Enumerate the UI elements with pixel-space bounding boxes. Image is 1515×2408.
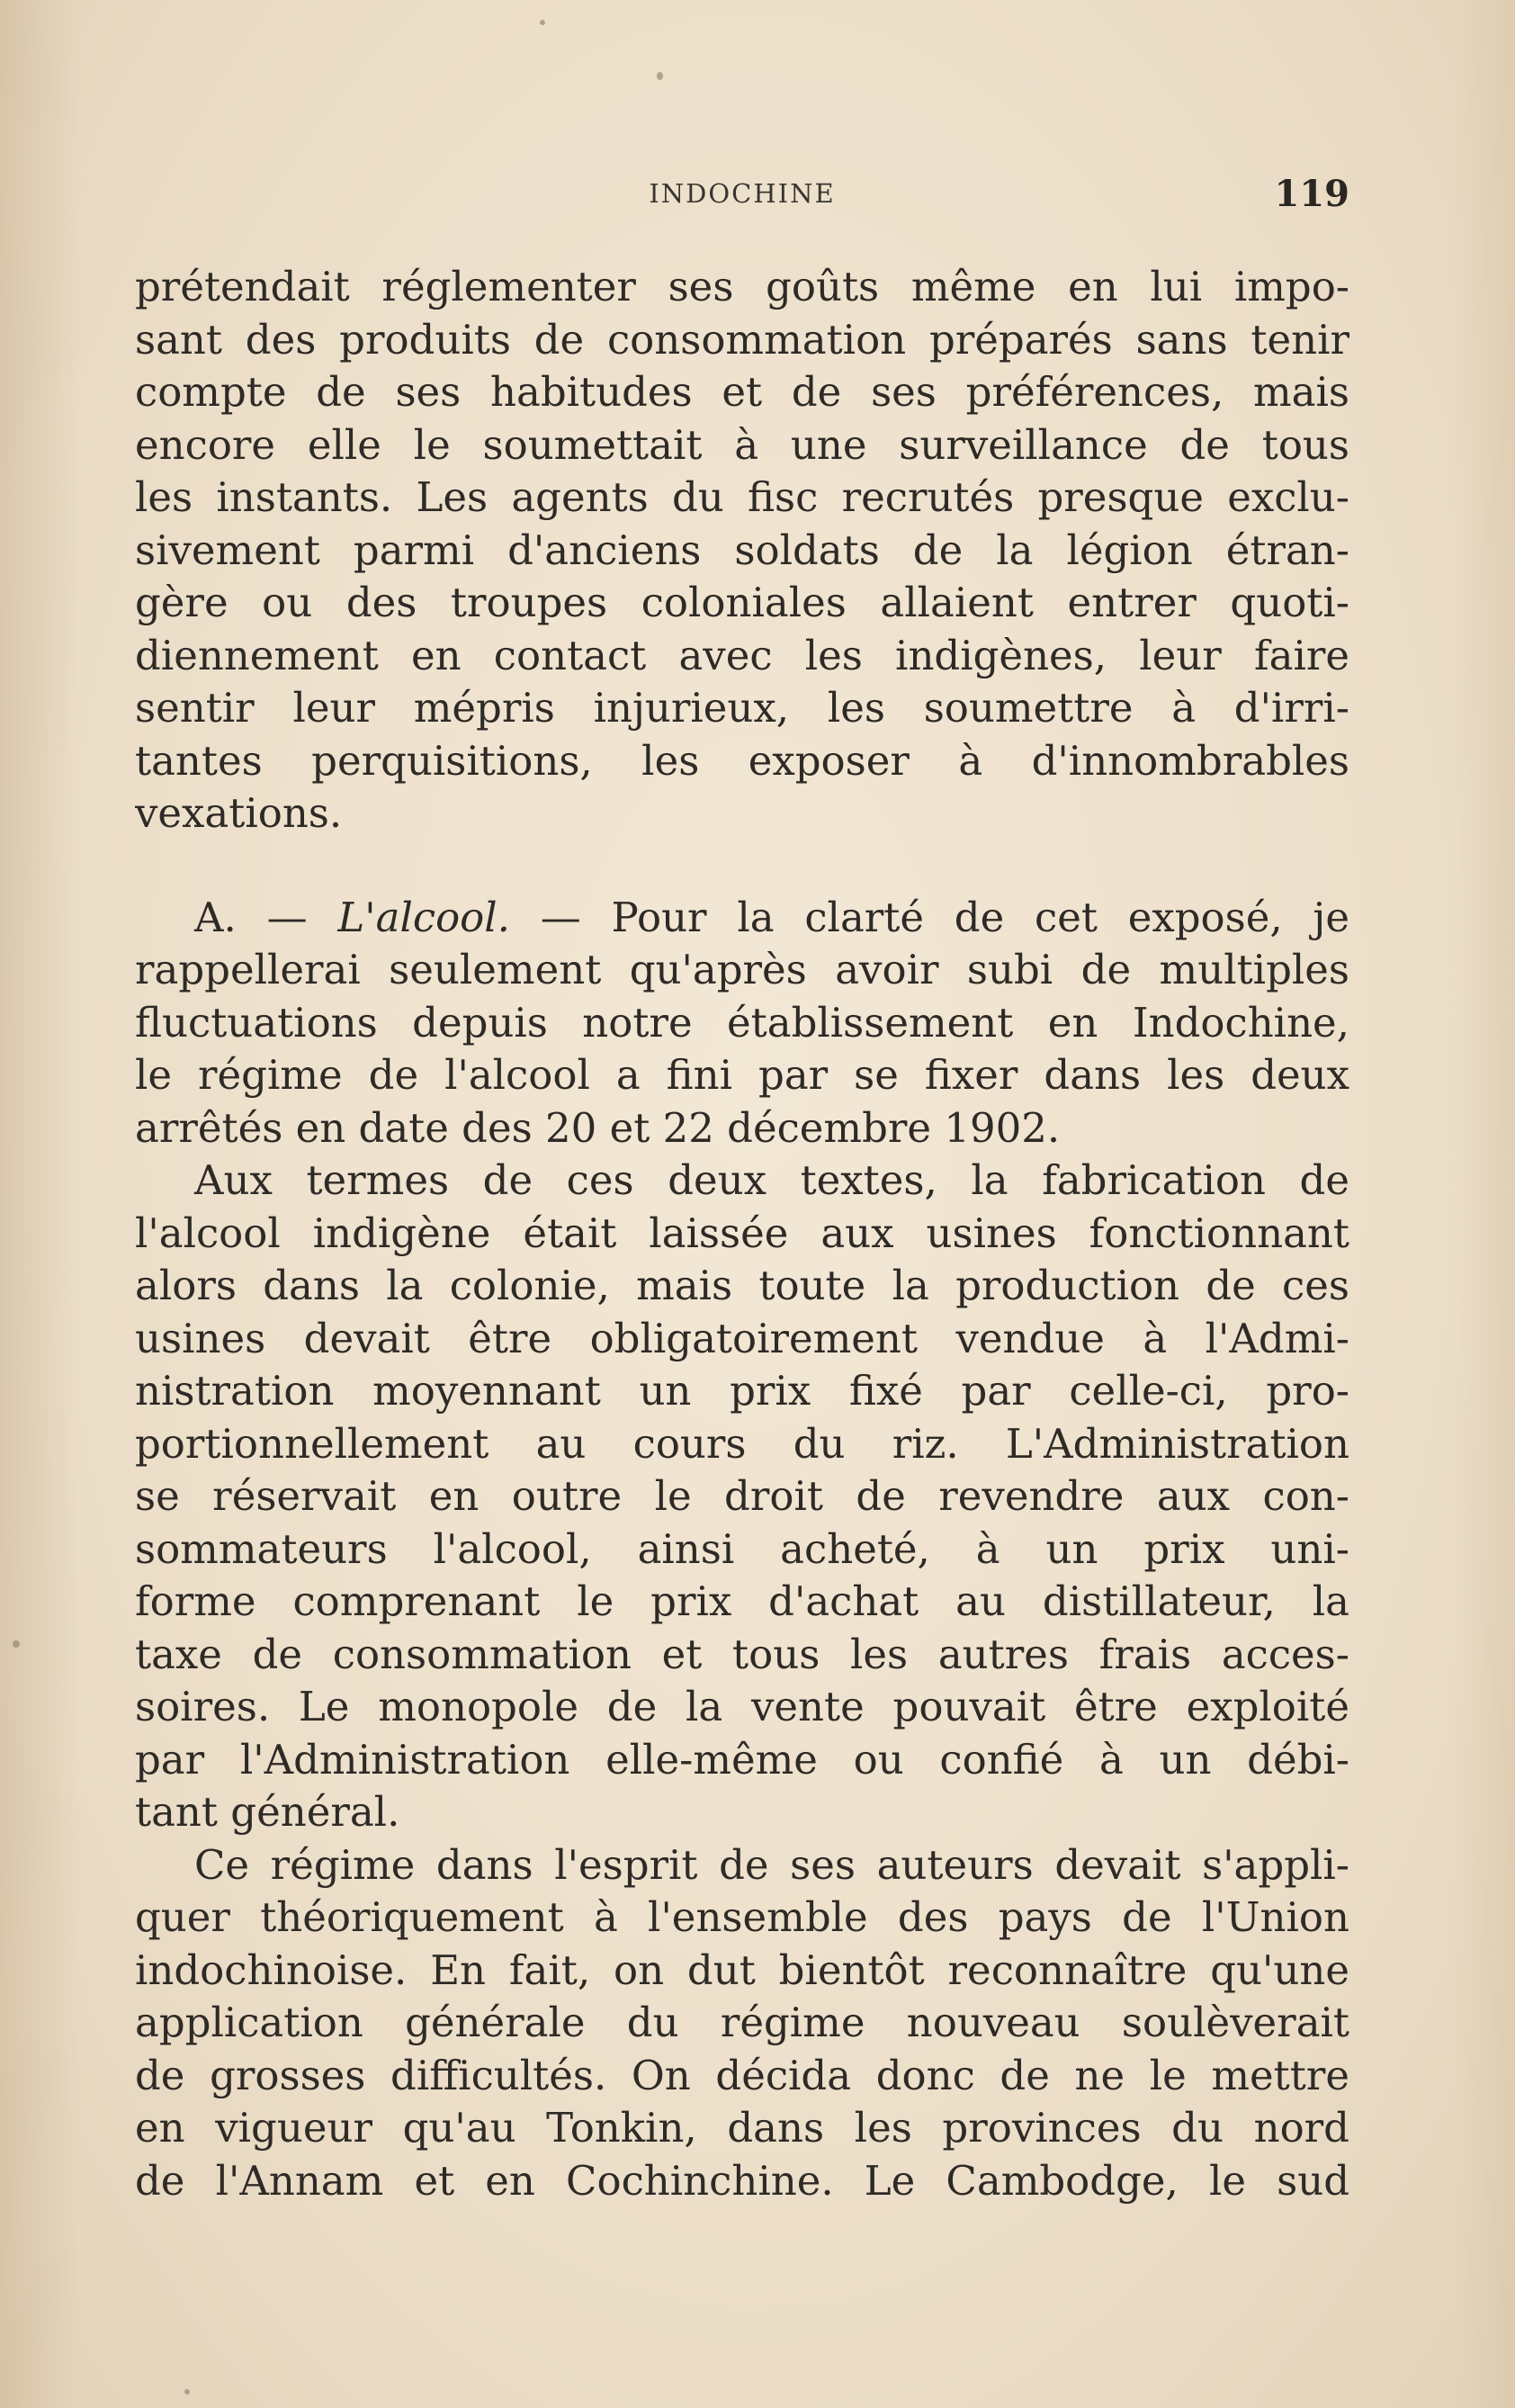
section-heading-line	[135, 892, 1349, 945]
text-line: en vigueur qu'au Tonkin, dans les provinces du nord	[135, 2104, 1349, 2152]
text-line: tant général.	[135, 1788, 400, 1836]
running-title: INDOCHINE	[649, 178, 836, 209]
page-shadow-right	[1452, 0, 1515, 2408]
text-line: prétendait réglementer ses goûts même en lui impo-	[135, 263, 1349, 310]
text-line: sommateurs l'alcool, ainsi acheté, à un prix uni-	[135, 1524, 1349, 1573]
section-line-rest: — Pour la clarté de cet exposé, je	[540, 893, 1349, 941]
paragraph-1	[135, 261, 1349, 840]
paper-speck	[184, 2389, 190, 2395]
text-line: fluctuations depuis notre établissement en Indochine,	[135, 998, 1349, 1047]
text-line: taxe de consommation et tous les autres frais acces-	[135, 1630, 1349, 1678]
text-line: sentir leur mépris injurieux, les soumettre à d'irri-	[135, 684, 1349, 732]
text-line: l'alcool indigène était laissée aux usines fonctionnant	[135, 1208, 1349, 1257]
text-line: sivement parmi d'anciens soldats de la légion étran-	[135, 526, 1349, 574]
text-line: vexations.	[135, 789, 343, 837]
text-line: quer théoriquement à l'ensemble des pays de l'Union	[135, 1893, 1349, 1941]
text-line: par l'Administration elle-même ou confié à un débi-	[135, 1735, 1349, 1784]
page-number: 119	[1274, 173, 1349, 215]
text-line: encore elle le soumettait à une surveillance de tous	[135, 420, 1349, 469]
paragraph-4	[135, 1839, 1349, 2208]
text-line: indochinoise. En fait, on dut bientôt reconnaître qu'une	[135, 1945, 1349, 1994]
paragraph-2-alcool	[135, 892, 1349, 1155]
text-line: de grosses difficultés. On décida donc de ne le mettre	[135, 2051, 1349, 2099]
text-line: de l'Annam et en Cochinchine. Le Cambodge, le sud	[135, 2156, 1349, 2205]
text-line: le régime de l'alcool a fini par se fixer dans les deux	[135, 1051, 1349, 1099]
text-line: tantes perquisitions, les exposer à d'innombrables	[135, 736, 1349, 785]
text-line: sant des produits de consommation préparés sans tenir	[135, 315, 1349, 364]
text-line: diennement en contact avec les indigènes, leur faire	[135, 631, 1349, 679]
text-line: Ce régime dans l'esprit de ses auteurs devait s'appli-	[194, 1840, 1349, 1889]
paragraph-gap	[135, 840, 1349, 892]
text-line: les instants. Les agents du fisc recrutés presque exclu-	[135, 473, 1349, 521]
text-line: nistration moyennant un prix fixé par celle-ci, pro-	[135, 1367, 1349, 1415]
text-line: usines devait être obligatoirement vendue à l'Admi-	[135, 1314, 1349, 1362]
text-line: gère ou des troupes coloniales allaient entrer quoti-	[135, 579, 1349, 626]
text-line: compte de ses habitudes et de ses préférences, mais	[135, 368, 1349, 416]
page-shadow-left	[0, 0, 81, 2408]
text-line: alors dans la colonie, mais toute la production de ces	[135, 1262, 1349, 1309]
text-line: se réservait en outre le droit de revendre aux con-	[135, 1472, 1349, 1520]
paragraph-3	[135, 1155, 1349, 1839]
text-line: Aux termes de ces deux textes, la fabrication de	[194, 1156, 1349, 1204]
paper-speck	[13, 1640, 20, 1648]
running-header	[135, 173, 1349, 218]
text-line: application générale du régime nouveau soulèverait	[135, 1999, 1349, 2046]
section-title: L'alcool.	[337, 893, 510, 941]
text-line: soires. Le monopole de la vente pouvait être exploité	[135, 1683, 1349, 1730]
text-line: arrêtés en date des 20 et 22 décembre 1902.	[135, 1103, 1061, 1152]
text-line: forme comprenant le prix d'achat au distillateur, la	[135, 1577, 1349, 1625]
text-line: portionnellement au cours du riz. L'Administration	[135, 1419, 1349, 1468]
section-label: A. —	[194, 893, 308, 941]
paper-speck	[657, 72, 663, 80]
text-line: rappellerai seulement qu'après avoir subi de multiples	[135, 946, 1349, 993]
paper-speck	[540, 20, 545, 25]
page-body	[135, 261, 1349, 2207]
